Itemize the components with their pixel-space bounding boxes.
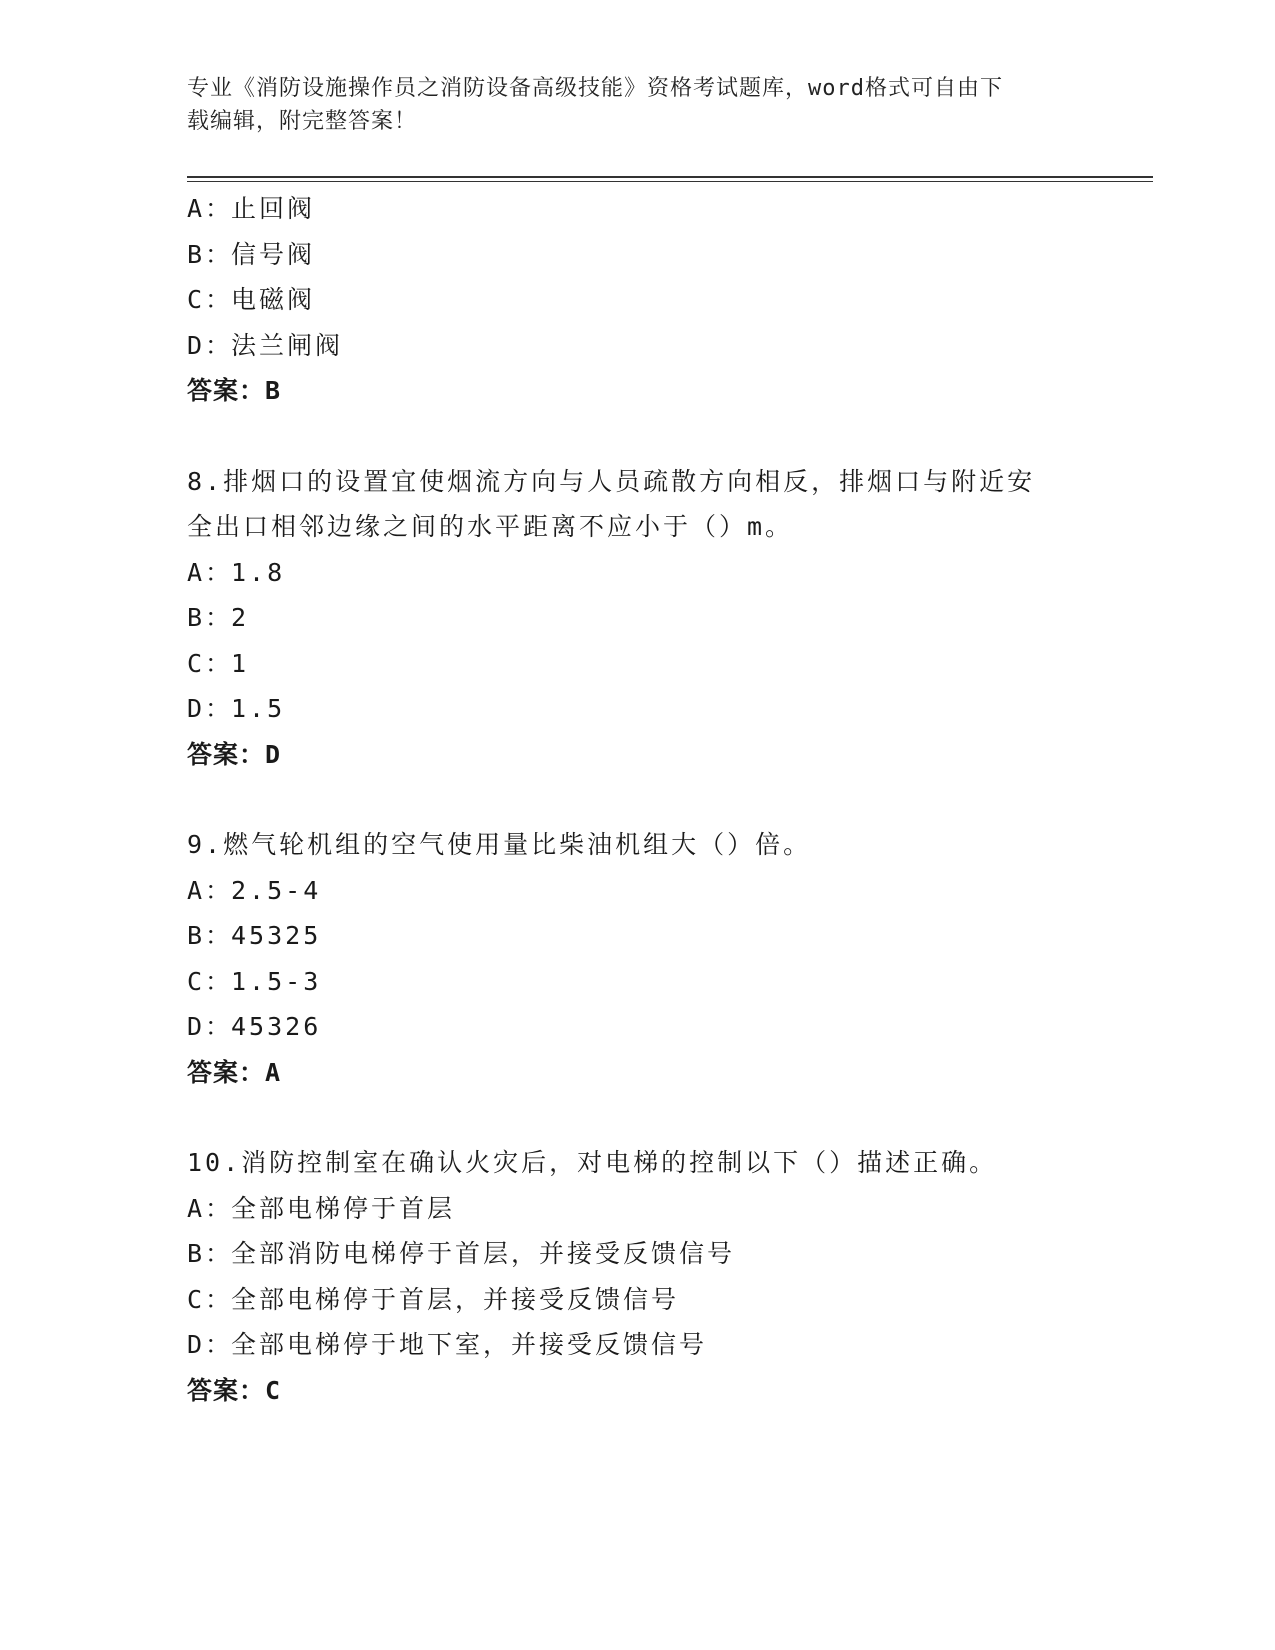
answer-line: 答案：B (187, 376, 282, 405)
option-c: C：全部电梯停于首层，并接受反馈信号 (187, 1284, 680, 1314)
question-block-7 (187, 186, 1087, 414)
option-c: C：1 (187, 648, 250, 678)
option-b: B：45325 (187, 921, 322, 950)
option-c: C：电磁阀 (187, 285, 316, 314)
question-block-10 (187, 1140, 1087, 1413)
option-b: B：全部消防电梯停于首层，并接受反馈信号 (187, 1239, 736, 1268)
option-b: B：信号阀 (187, 239, 316, 269)
option-a: A：2.5-4 (187, 875, 322, 905)
header-rule-thin (187, 181, 1153, 182)
answer-line: 答案：C (187, 1375, 282, 1405)
option-d: D：45326 (187, 1012, 322, 1041)
option-d: D：1.5 (187, 694, 286, 723)
question-text: 10.消防控制室在确认火灾后，对电梯的控制以下（）描述正确。 (187, 1148, 998, 1177)
question-text: 8.排烟口的设置宜使烟流方向与人员疏散方向相反，排烟口与附近安 全出口相邻边缘之间的水平距离不应小于（）m。 (187, 466, 1036, 541)
option-a: A：全部电梯停于首层 (187, 1193, 456, 1223)
option-d: D：全部电梯停于地下室，并接受反馈信号 (187, 1330, 708, 1359)
question-block-9 (187, 822, 1087, 1095)
answer-line: 答案：A (187, 1057, 282, 1087)
question-block-8 (187, 459, 1087, 778)
option-b: B：2 (187, 603, 250, 632)
option-c: C：1.5-3 (187, 966, 322, 996)
page-header (187, 72, 1067, 138)
option-d: D：法兰闸阀 (187, 330, 344, 360)
question-text: 9.燃气轮机组的空气使用量比柴油机组大（）倍。 (187, 830, 812, 859)
question-list (187, 186, 1087, 1413)
header-line-2: 载编辑，附完整答案！ (187, 109, 418, 134)
header-line-1: 专业《消防设施操作员之消防设备高级技能》资格考试题库，word格式可自由下 (187, 76, 1003, 101)
header-rule-thick (187, 176, 1153, 178)
option-a: A：1.8 (187, 557, 286, 587)
answer-line: 答案：D (187, 739, 282, 769)
option-a: A：止回阀 (187, 194, 316, 223)
